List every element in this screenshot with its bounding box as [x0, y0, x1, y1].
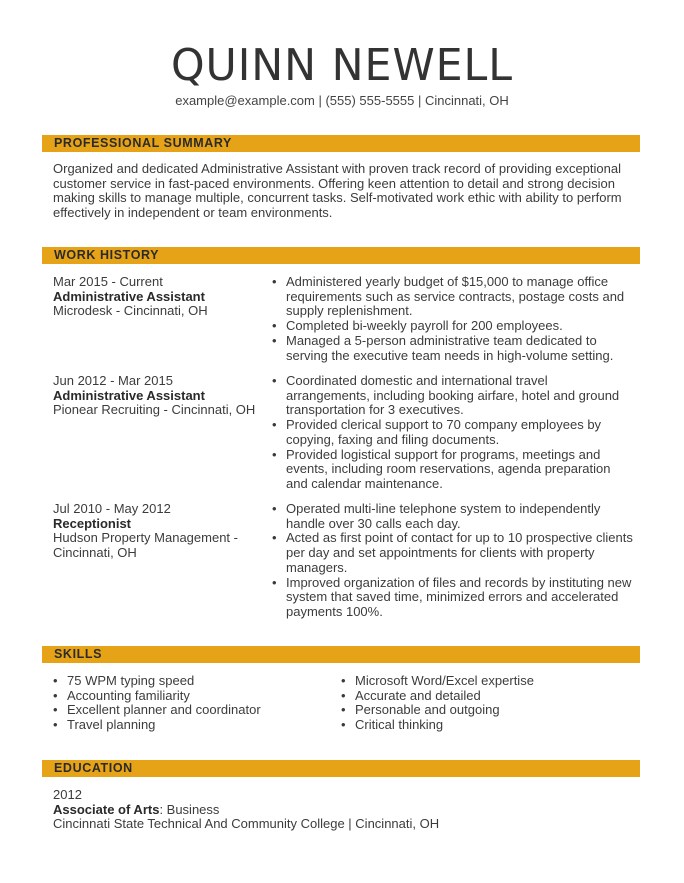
candidate-name: QUINN NEWELL [170, 40, 514, 91]
duty-item: • Operated multi-line telephone system to independently handle over 30 calls each day. [272, 502, 634, 531]
section-header-skills [42, 646, 640, 663]
section-header-summary [42, 135, 640, 152]
job-duties [272, 374, 634, 492]
education-degree: Associate of Arts [53, 801, 160, 817]
skill-item: • 75 WPM typing speed [53, 674, 323, 689]
job-duties [272, 502, 634, 620]
section-title: WORK HISTORY [54, 248, 160, 262]
job-entry [53, 502, 248, 561]
skill-item: • Excellent planner and coordinator [53, 703, 323, 718]
job-title: Administrative Assistant [53, 288, 205, 304]
job-entry [53, 374, 273, 418]
duty-item: • Completed bi-weekly payroll for 200 employees. [272, 319, 634, 334]
duty-item: • Provided logistical support for programs, meetings and events, including room reservations, agenda preparation and calendar maintenance. [272, 448, 634, 492]
skill-item: • Microsoft Word/Excel expertise [341, 674, 631, 689]
section-title: SKILLS [54, 647, 103, 661]
duty-item: • Coordinated domestic and international travel arrangements, including booking airfare, hotel and ground transportation for 3 executives. [272, 374, 634, 418]
skill-item: • Accurate and detailed [341, 689, 631, 704]
skill-item: • Travel planning [53, 718, 323, 733]
job-company: Hudson Property Management - Cincinnati, OH [53, 530, 238, 561]
duty-item: • Provided clerical support to 70 company employees by copying, faxing and filing documents. [272, 418, 634, 447]
job-duties [272, 275, 634, 363]
education-degree-line [53, 803, 633, 818]
duty-item: • Improved organization of files and records by instituting new system that saved time, minimized errors and accelerated payments 100%. [272, 576, 634, 620]
skills-list-left [53, 674, 323, 733]
job-entry [53, 275, 273, 319]
job-company: Microdesk - Cincinnati, OH [53, 303, 208, 319]
job-dates: Mar 2015 - Current [53, 274, 163, 289]
contact-line: example@example.com | (555) 555-5555 | Cincinnati, OH [175, 93, 509, 108]
education-year: 2012 [53, 787, 82, 802]
section-title: EDUCATION [54, 761, 133, 775]
duty-item: • Administered yearly budget of $15,000 to manage office requirements such as service contracts, postage costs and supply replenishment. [272, 275, 634, 319]
job-title: Administrative Assistant [53, 387, 205, 403]
section-header-work-history [42, 247, 640, 264]
education-entry [53, 788, 633, 832]
skill-item: • Personable and outgoing [341, 703, 631, 718]
skill-item: • Accounting familiarity [53, 689, 323, 704]
job-dates: Jun 2012 - Mar 2015 [53, 373, 173, 388]
education-school: Cincinnati State Technical And Community College | Cincinnati, OH [53, 816, 440, 832]
skills-list-right [341, 674, 631, 733]
section-title: PROFESSIONAL SUMMARY [54, 136, 232, 150]
duty-item: • Acted as first point of contact for up to 10 prospective clients per day and set appointments for clients with property managers. [272, 531, 634, 575]
section-header-education [42, 760, 640, 777]
education-field: : Business [159, 801, 220, 817]
job-company: Pionear Recruiting - Cincinnati, OH [53, 402, 256, 418]
job-title: Receptionist [53, 515, 132, 531]
summary-text: Organized and dedicated Administrative Assistant with proven track record of providing exceptional customer service in fast-paced environments. Offering keen attention to detail and strong decision making skills to manage multiple, concurrent tasks. Self-motivated work ethic with ability to perform effectively in independent or team environments. [53, 161, 622, 221]
skill-item: • Critical thinking [341, 718, 631, 733]
duty-item: • Managed a 5-person administrative team dedicated to serving the executive team needs in high-volume setting. [272, 334, 634, 363]
job-dates: Jul 2010 - May 2012 [53, 501, 171, 516]
